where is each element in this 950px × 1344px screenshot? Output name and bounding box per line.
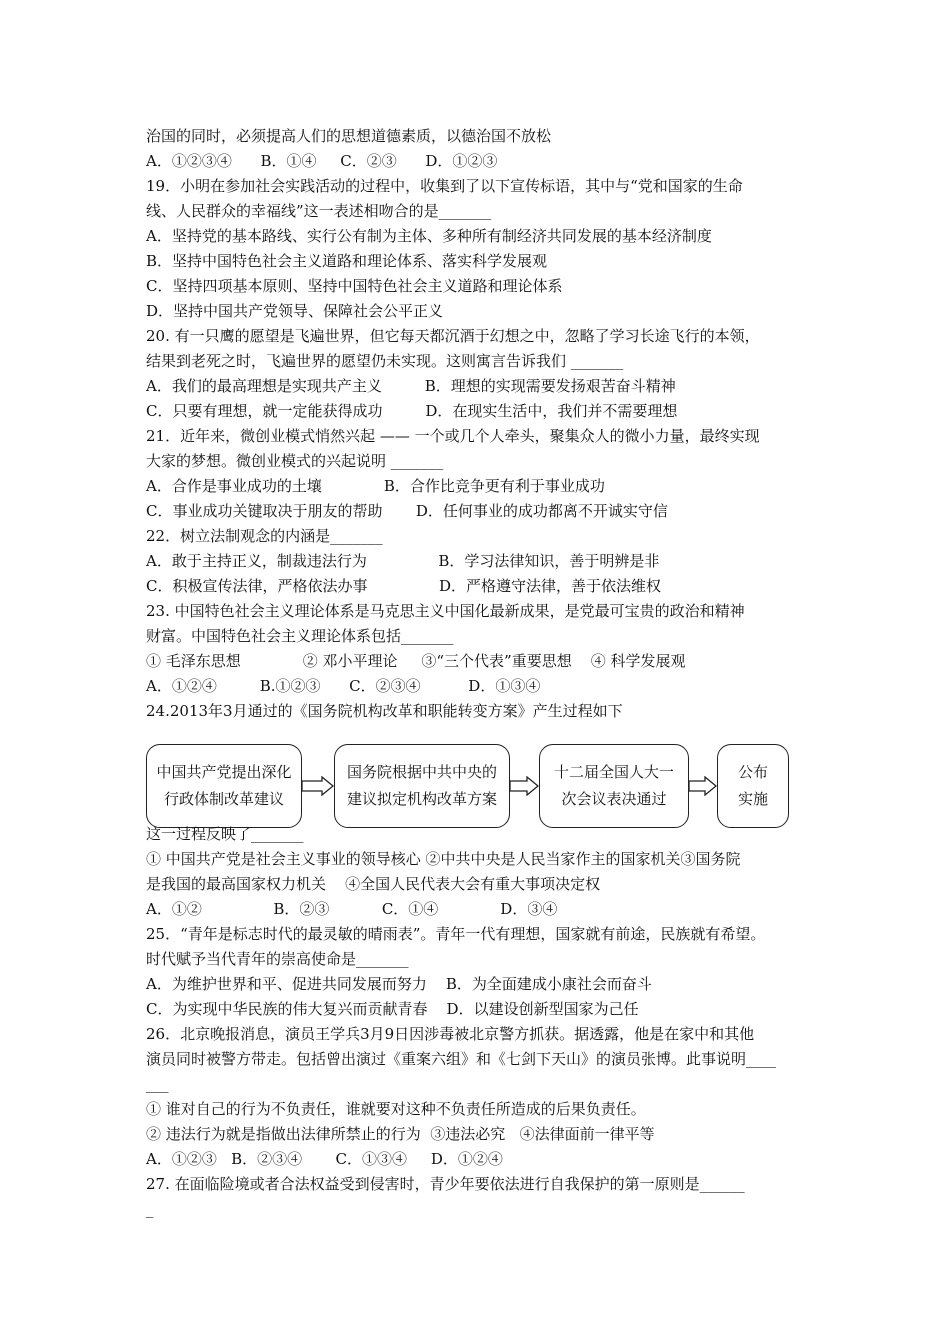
option-line: A．为维护世界和平、促进共同发展而努力 B．为全面建成小康社会而奋斗 bbox=[146, 975, 652, 993]
text-line: 这一过程反映了_______ bbox=[146, 825, 304, 843]
flow-box-text: 中国共产党提出深化 bbox=[156, 763, 292, 781]
question-22: 22．树立法制观念的内涵是_______ bbox=[146, 527, 383, 545]
flow-box-text: 实施 bbox=[737, 790, 768, 808]
flow-box-draft bbox=[334, 744, 510, 828]
flow-box-proposal bbox=[146, 744, 302, 828]
statement-line: 是我国的最高国家权力机关 ④全国人民代表大会有重大事项决定权 bbox=[146, 875, 601, 893]
flow-box-vote bbox=[539, 744, 689, 828]
question-25: 25．“青年是标志时代的最灵敏的晴雨表”。青年一代有理想，国家就有前途，民族就有希望。 bbox=[146, 925, 766, 943]
flow-box-text: 国务院根据中共中央的 bbox=[346, 763, 497, 781]
question-24: 24.2013年3月通过的《国务院机构改革和职能转变方案》产生过程如下 bbox=[146, 702, 623, 720]
text-line: 线、人民群众的幸福线”这一表述相吻合的是_______ bbox=[146, 202, 492, 220]
option-line: B．坚持中国特色社会主义道路和理论体系、落实科学发展观 bbox=[146, 252, 548, 270]
option-line: C．为实现中华民族的伟大复兴而贡献青春 D．以建设创新型国家为己任 bbox=[146, 1000, 639, 1018]
flow-box-text: 建议拟定机构改革方案 bbox=[346, 790, 497, 808]
flow-box-publish bbox=[717, 744, 789, 828]
option-line: A．①②③ B．②③④ C．①③④ D．①②④ bbox=[146, 1150, 503, 1168]
option-line: A．合作是事业成功的土壤 B．合作比竞争更有利于事业成功 bbox=[146, 477, 605, 495]
text-line: _ bbox=[146, 1200, 154, 1218]
option-line: D．坚持中国共产党领导、保障社会公平正义 bbox=[146, 302, 444, 320]
flow-arrow-icon bbox=[301, 776, 334, 796]
option-line: A．①②④ B.①②③ C．②③④ D．①③④ bbox=[146, 677, 541, 695]
text-line: 大家的梦想。微创业模式的兴起说明 _______ bbox=[146, 452, 444, 470]
option-line: A．敢于主持正义，制裁违法行为 B．学习法律知识，善于明辨是非 bbox=[146, 552, 660, 570]
statement-line: ① 毛泽东思想 ② 邓小平理论 ③“三个代表”重要思想 ④ 科学发展观 bbox=[146, 652, 686, 670]
statement-line: ① 中国共产党是社会主义事业的领导核心 ②中共中央是人民当家作主的国家机关③国务院 bbox=[146, 850, 741, 868]
option-line: C．事业成功关键取决于朋友的帮助 D．任何事业的成功都离不开诚实守信 bbox=[146, 502, 668, 520]
option-line: C．积极宣传法律，严格依法办事 D．严格遵守法律，善于依法维权 bbox=[146, 577, 662, 595]
text-line: 治国的同时，必须提高人们的思想道德素质，以德治国不放松 bbox=[146, 127, 552, 145]
option-line: A．坚持党的基本路线、实行公有制为主体、多种所有制经济共同发展的基本经济制度 bbox=[146, 227, 712, 245]
question-19: 19．小明在参加社会实践活动的过程中，收集到了以下宣传标语，其中与“党和国家的生命 bbox=[146, 177, 743, 195]
text-line: A．①②③④ B．①④ C．②③ D．①②③ bbox=[146, 152, 498, 170]
text-line: 结果到老死之时，飞遍世界的愿望仍未实现。这则寓言告诉我们 _______ bbox=[146, 352, 624, 370]
question-26: 26．北京晚报消息，演员王学兵3月9日因涉毒被北京警方抓获。据透露，他是在家中和其他 bbox=[146, 1025, 755, 1043]
flow-arrow-icon bbox=[509, 776, 539, 796]
text-line: 演员同时被警方带走。包括曾出演过《重案六组》和《七剑下天山》的演员张博。此事说明____ bbox=[146, 1050, 777, 1068]
flow-box-text: 公布 bbox=[737, 763, 768, 781]
flow-box-text: 十二届全国人大一 bbox=[553, 763, 674, 781]
question-27: 27. 在面临险境或者合法权益受到侵害时，青少年要依法进行自我保护的第一原则是______ bbox=[146, 1175, 745, 1193]
flow-box-text: 行政体制改革建议 bbox=[163, 790, 284, 808]
text-line: 时代赋予当代青年的崇高使命是_______ bbox=[146, 950, 409, 968]
flow-arrow-icon bbox=[688, 776, 717, 796]
text-line: 财富。中国特色社会主义理论体系包括_______ bbox=[146, 627, 454, 645]
option-line: A．我们的最高理想是实现共产主义 B．理想的实现需要发扬艰苦奋斗精神 bbox=[146, 377, 676, 395]
option-line: A．①② B．②③ C．①④ D．③④ bbox=[146, 900, 558, 918]
option-line: C．坚持四项基本原则、坚持中国特色社会主义道路和理论体系 bbox=[146, 277, 563, 295]
question-20: 20. 有一只鹰的愿望是飞遍世界，但它每天都沉酒于幻想之中，忽略了学习长途飞行的本领， bbox=[146, 327, 760, 345]
option-line: C．只要有理想，就一定能获得成功 D．在现实生活中，我们并不需要理想 bbox=[146, 402, 678, 420]
question-21: 21．近年来，微创业模式悄然兴起 —— 一个或几个人牵头，聚集众人的微小力量，最终实现 bbox=[146, 427, 760, 445]
statement-line: ① 谁对自己的行为不负责任，谁就要对这种不负责任所造成的后果负责任。 bbox=[146, 1100, 646, 1118]
flow-box-text: 次会议表决通过 bbox=[561, 790, 667, 808]
text-line: ___ bbox=[146, 1075, 169, 1093]
statement-line: ② 违法行为就是指做出法律所禁止的行为 ③违法必究 ④法律面前一律平等 bbox=[146, 1125, 655, 1143]
question-23: 23. 中国特色社会主义理论体系是马克思主义中国化最新成果，是党最可宝贵的政治和精神 bbox=[146, 602, 745, 620]
